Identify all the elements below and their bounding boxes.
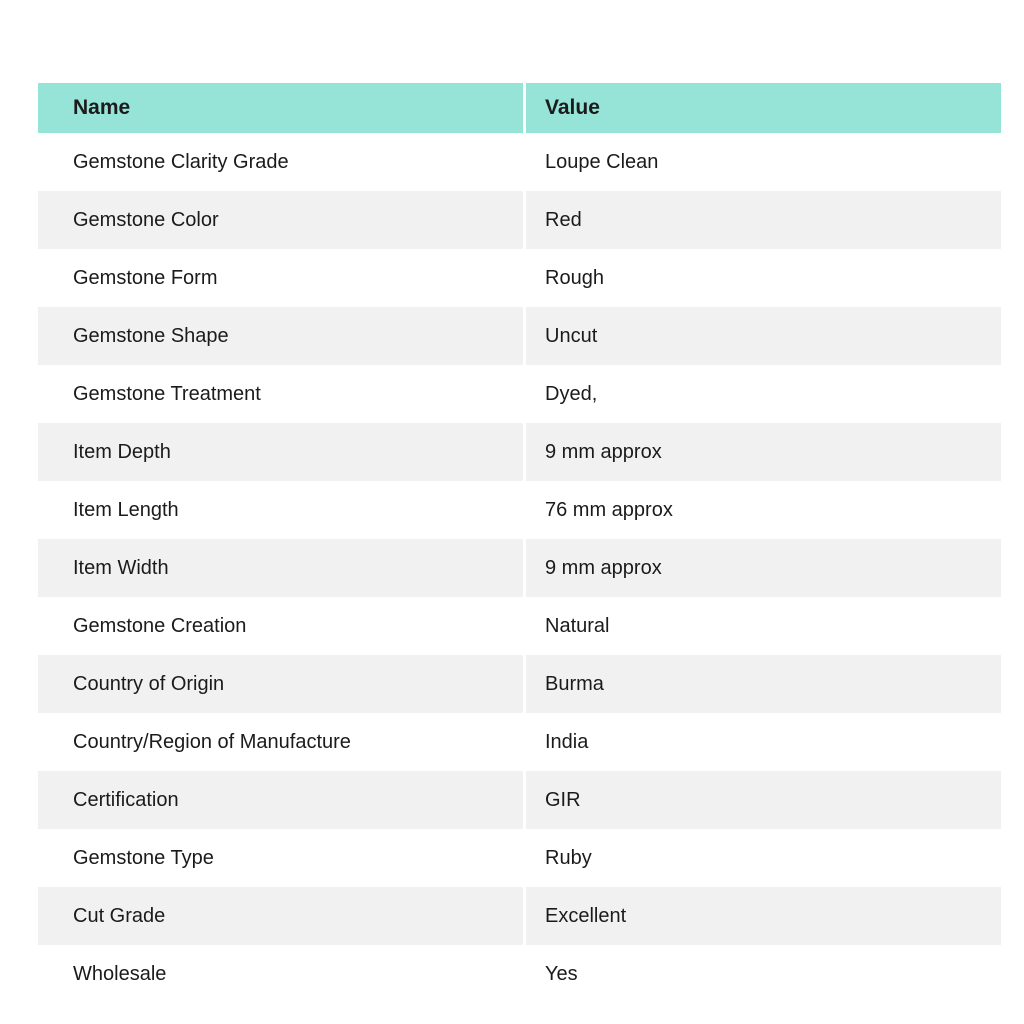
spec-value-cell: Burma bbox=[523, 655, 1001, 713]
spec-value-cell: Rough bbox=[523, 249, 1001, 307]
spec-name-cell: Wholesale bbox=[38, 945, 523, 1003]
column-header-value: Value bbox=[523, 83, 1001, 133]
spec-name-cell: Item Width bbox=[38, 539, 523, 597]
spec-value-cell: 9 mm approx bbox=[523, 539, 1001, 597]
spec-value-cell: India bbox=[523, 713, 1001, 771]
spec-value-cell: Red bbox=[523, 191, 1001, 249]
spec-value-cell: Yes bbox=[523, 945, 1001, 1003]
spec-name-cell: Country of Origin bbox=[38, 655, 523, 713]
spec-value-cell: 76 mm approx bbox=[523, 481, 1001, 539]
spec-name-cell: Cut Grade bbox=[38, 887, 523, 945]
spec-name-cell: Gemstone Color bbox=[38, 191, 523, 249]
spec-value-cell: Excellent bbox=[523, 887, 1001, 945]
spec-value-cell: GIR bbox=[523, 771, 1001, 829]
table-row bbox=[38, 655, 1001, 713]
spec-name-cell: Item Length bbox=[38, 481, 523, 539]
spec-value-cell: Loupe Clean bbox=[523, 133, 1001, 191]
spec-name-cell: Gemstone Type bbox=[38, 829, 523, 887]
table-row bbox=[38, 887, 1001, 945]
spec-name-cell: Item Depth bbox=[38, 423, 523, 481]
table-row bbox=[38, 539, 1001, 597]
spec-value-cell: Uncut bbox=[523, 307, 1001, 365]
table-body bbox=[38, 133, 1001, 1003]
spec-name-cell: Gemstone Clarity Grade bbox=[38, 133, 523, 191]
spec-value-cell: Natural bbox=[523, 597, 1001, 655]
item-specifics-table bbox=[38, 83, 1001, 1003]
table-row bbox=[38, 365, 1001, 423]
table-row bbox=[38, 481, 1001, 539]
table-row bbox=[38, 307, 1001, 365]
table-row bbox=[38, 829, 1001, 887]
table-row bbox=[38, 191, 1001, 249]
spec-name-cell: Gemstone Shape bbox=[38, 307, 523, 365]
table-header bbox=[38, 83, 1001, 133]
table-row bbox=[38, 945, 1001, 1003]
spec-value-cell: Dyed, bbox=[523, 365, 1001, 423]
spec-name-cell: Gemstone Treatment bbox=[38, 365, 523, 423]
column-header-name: Name bbox=[38, 83, 523, 133]
spec-name-cell: Gemstone Creation bbox=[38, 597, 523, 655]
spec-name-cell: Country/Region of Manufacture bbox=[38, 713, 523, 771]
spec-name-cell: Certification bbox=[38, 771, 523, 829]
spec-value-cell: Ruby bbox=[523, 829, 1001, 887]
table-row bbox=[38, 713, 1001, 771]
table-header-row bbox=[38, 83, 1001, 133]
table-row bbox=[38, 597, 1001, 655]
spec-value-cell: 9 mm approx bbox=[523, 423, 1001, 481]
table-row bbox=[38, 771, 1001, 829]
spec-name-cell: Gemstone Form bbox=[38, 249, 523, 307]
table-row bbox=[38, 423, 1001, 481]
table-row bbox=[38, 133, 1001, 191]
table-row bbox=[38, 249, 1001, 307]
